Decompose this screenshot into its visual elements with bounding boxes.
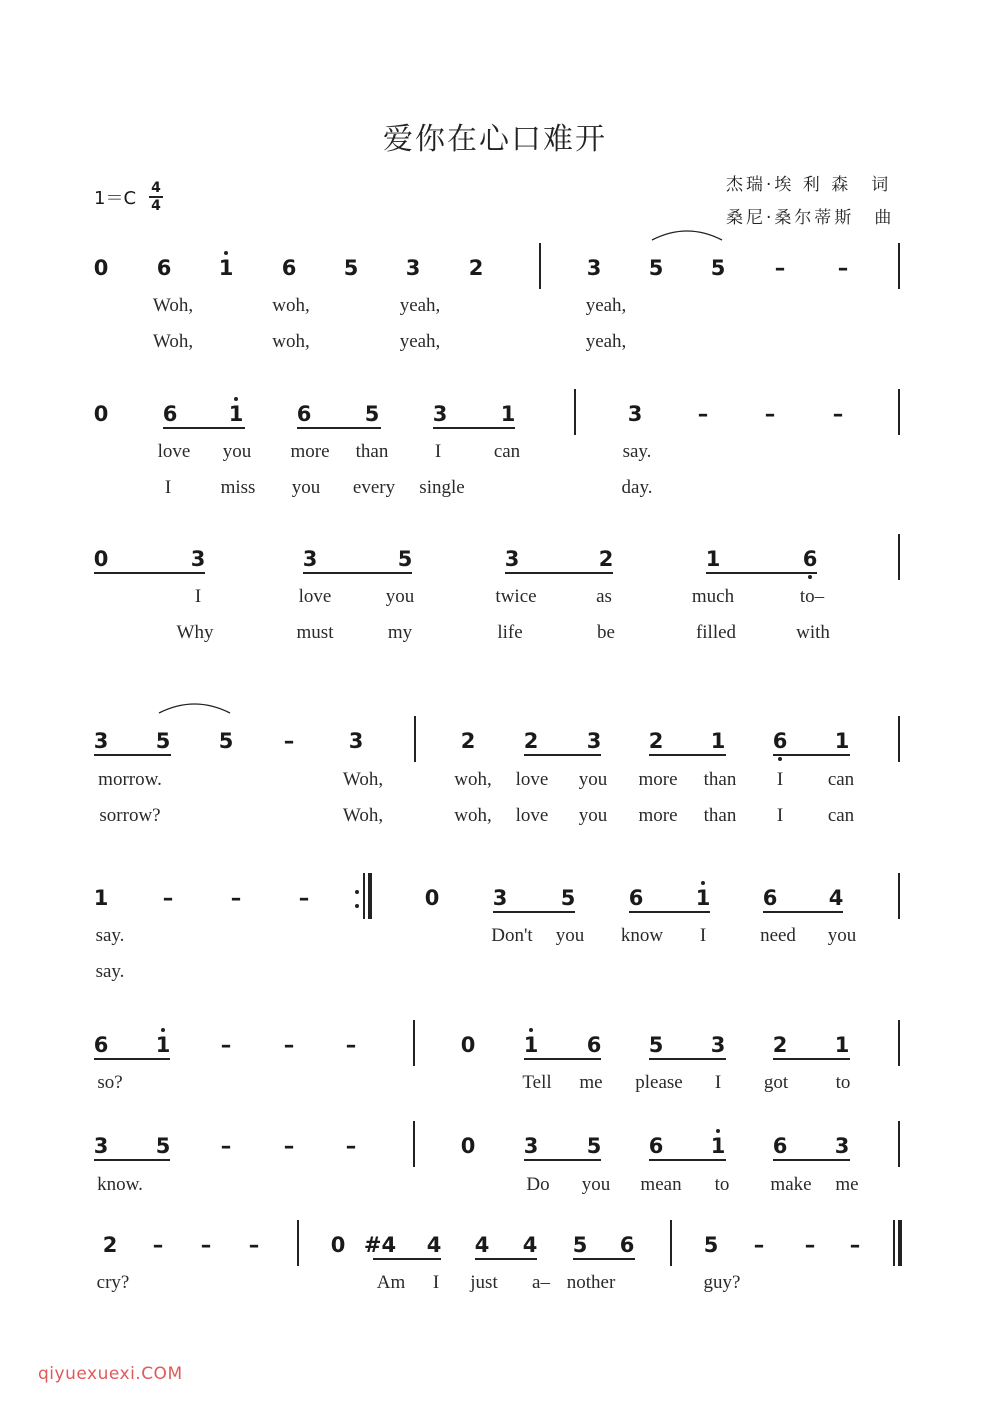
lyric-syllable: you bbox=[827, 925, 857, 946]
repeat-barline bbox=[363, 873, 365, 919]
note: #4 bbox=[363, 1233, 397, 1257]
lyric-syllable: as bbox=[596, 586, 612, 607]
beam-underline bbox=[94, 754, 171, 756]
note: 6 bbox=[281, 256, 297, 280]
lyric-syllable: guy? bbox=[703, 1272, 741, 1293]
lyric-syllable: sorrow? bbox=[99, 805, 161, 826]
final-barline bbox=[898, 1220, 902, 1266]
note: 1 bbox=[218, 256, 234, 280]
note: – bbox=[298, 886, 310, 910]
note: – bbox=[753, 1233, 765, 1257]
note: – bbox=[774, 256, 786, 280]
note: 5 bbox=[648, 256, 664, 280]
beam-underline bbox=[773, 1159, 850, 1161]
lyric-syllable: to bbox=[714, 1174, 730, 1195]
note: – bbox=[230, 886, 242, 910]
note: 6 bbox=[802, 547, 818, 571]
note: – bbox=[152, 1233, 164, 1257]
lyric-syllable: you bbox=[578, 805, 608, 826]
lyric-syllable: with bbox=[796, 622, 830, 643]
note: 6 bbox=[772, 1134, 788, 1158]
octave-dot-low bbox=[808, 575, 812, 579]
lyric-syllable: much bbox=[691, 586, 735, 607]
beam-underline bbox=[505, 572, 613, 574]
barline bbox=[670, 1220, 672, 1266]
lyric-syllable: Why bbox=[176, 622, 214, 643]
note: 5 bbox=[572, 1233, 588, 1257]
lyric-syllable: say. bbox=[95, 925, 125, 946]
note: 2 bbox=[460, 729, 476, 753]
barline bbox=[898, 1121, 900, 1167]
octave-dot-high bbox=[716, 1129, 720, 1133]
note: 1 bbox=[834, 1033, 850, 1057]
note: 6 bbox=[628, 886, 644, 910]
note: 0 bbox=[460, 1134, 476, 1158]
note: 6 bbox=[296, 402, 312, 426]
lyric-syllable: twice bbox=[495, 586, 537, 607]
barline bbox=[898, 873, 900, 919]
beam-underline bbox=[649, 1058, 726, 1060]
repeat-dot bbox=[355, 890, 359, 894]
note: – bbox=[804, 1233, 816, 1257]
note: 1 bbox=[228, 402, 244, 426]
lyric-syllable: filled bbox=[695, 622, 737, 643]
note: – bbox=[283, 1134, 295, 1158]
lyric-syllable: be bbox=[597, 622, 615, 643]
note: 3 bbox=[190, 547, 206, 571]
barline bbox=[413, 1020, 415, 1066]
note: – bbox=[837, 256, 849, 280]
lyric-syllable: love bbox=[515, 769, 549, 790]
note: – bbox=[220, 1134, 232, 1158]
song-title: 爱你在心口难开 bbox=[383, 122, 607, 157]
barline bbox=[898, 389, 900, 435]
note: 0 bbox=[424, 886, 440, 910]
barline bbox=[898, 1020, 900, 1066]
barline bbox=[539, 243, 541, 289]
note: 6 bbox=[619, 1233, 635, 1257]
note: 3 bbox=[586, 256, 602, 280]
note: – bbox=[345, 1033, 357, 1057]
lyric-syllable: you bbox=[578, 769, 608, 790]
note: 5 bbox=[710, 256, 726, 280]
note: 5 bbox=[155, 729, 171, 753]
octave-dot-high bbox=[701, 881, 705, 885]
note: 6 bbox=[762, 886, 778, 910]
note: 2 bbox=[523, 729, 539, 753]
lyric-syllable: say. bbox=[95, 961, 125, 982]
note: 3 bbox=[627, 402, 643, 426]
lyric-syllable: I bbox=[434, 441, 442, 462]
note: 3 bbox=[834, 1134, 850, 1158]
barline bbox=[574, 389, 576, 435]
lyric-syllable: to– bbox=[799, 586, 825, 607]
lyric-syllable: know. bbox=[97, 1174, 143, 1195]
note: 5 bbox=[560, 886, 576, 910]
lyric-syllable: can bbox=[827, 805, 855, 826]
note: 5 bbox=[343, 256, 359, 280]
note: 2 bbox=[772, 1033, 788, 1057]
lyric-syllable: yeah, bbox=[585, 331, 627, 352]
lyric-syllable: my bbox=[387, 622, 413, 643]
note: 3 bbox=[586, 729, 602, 753]
beam-underline bbox=[763, 911, 843, 913]
note: 1 bbox=[500, 402, 516, 426]
lyric-syllable: I bbox=[432, 1272, 440, 1293]
lyric-syllable: Woh, bbox=[342, 805, 384, 826]
note: 0 bbox=[93, 547, 109, 571]
beam-underline bbox=[373, 1258, 441, 1260]
lyric-syllable: day. bbox=[621, 477, 653, 498]
note: 6 bbox=[93, 1033, 109, 1057]
beam-underline bbox=[433, 427, 515, 429]
lyric-syllable: make bbox=[770, 1174, 812, 1195]
octave-dot-high bbox=[529, 1028, 533, 1032]
barline bbox=[898, 243, 900, 289]
barline bbox=[413, 1121, 415, 1167]
note: 5 bbox=[703, 1233, 719, 1257]
note: 4 bbox=[828, 886, 844, 910]
barline bbox=[414, 716, 416, 762]
lyric-syllable: single bbox=[419, 477, 465, 498]
barline bbox=[898, 534, 900, 580]
lyric-syllable: me bbox=[835, 1174, 859, 1195]
note: – bbox=[764, 402, 776, 426]
note: 3 bbox=[93, 1134, 109, 1158]
note: 3 bbox=[492, 886, 508, 910]
lyric-syllable: I bbox=[714, 1072, 722, 1093]
note: – bbox=[832, 402, 844, 426]
lyric-syllable: woh, bbox=[272, 295, 310, 316]
lyric-syllable: love bbox=[515, 805, 549, 826]
note: 2 bbox=[468, 256, 484, 280]
lyric-syllable: more bbox=[290, 441, 330, 462]
note: – bbox=[345, 1134, 357, 1158]
beam-underline bbox=[629, 911, 710, 913]
lyric-syllable: to bbox=[835, 1072, 851, 1093]
lyric-syllable: every bbox=[352, 477, 396, 498]
lyric-syllable: love bbox=[298, 586, 332, 607]
key-signature: 1＝C bbox=[94, 188, 137, 209]
note: 3 bbox=[523, 1134, 539, 1158]
lyric-syllable: than bbox=[355, 441, 389, 462]
beam-underline bbox=[524, 754, 601, 756]
beam-underline bbox=[773, 754, 850, 756]
lyric-syllable: can bbox=[493, 441, 521, 462]
note: – bbox=[200, 1233, 212, 1257]
lyric-syllable: I bbox=[164, 477, 172, 498]
octave-dot-high bbox=[161, 1028, 165, 1032]
lyric-syllable: Woh, bbox=[152, 295, 194, 316]
lyricist-credit: 杰瑞·埃 利 森 词 bbox=[726, 175, 892, 195]
note: 3 bbox=[432, 402, 448, 426]
lyric-syllable: I bbox=[776, 805, 784, 826]
note: – bbox=[162, 886, 174, 910]
beam-underline bbox=[94, 1058, 170, 1060]
repeat-dot bbox=[355, 904, 359, 908]
note: – bbox=[220, 1033, 232, 1057]
final-barline bbox=[893, 1220, 895, 1266]
lyric-syllable: Woh, bbox=[152, 331, 194, 352]
lyric-syllable: yeah, bbox=[399, 295, 441, 316]
repeat-barline bbox=[368, 873, 372, 919]
barline bbox=[898, 716, 900, 762]
lyric-syllable: Woh, bbox=[342, 769, 384, 790]
lyric-syllable: a– bbox=[532, 1272, 550, 1293]
lyric-syllable: woh, bbox=[454, 769, 492, 790]
octave-dot-high bbox=[234, 397, 238, 401]
lyric-syllable: yeah, bbox=[399, 331, 441, 352]
note: 0 bbox=[93, 256, 109, 280]
lyric-syllable: yeah, bbox=[585, 295, 627, 316]
note: 5 bbox=[586, 1134, 602, 1158]
note: 0 bbox=[93, 402, 109, 426]
note: 3 bbox=[302, 547, 318, 571]
beam-underline bbox=[573, 1258, 635, 1260]
note: 6 bbox=[586, 1033, 602, 1057]
note: 3 bbox=[348, 729, 364, 753]
note: 6 bbox=[162, 402, 178, 426]
octave-dot-high bbox=[224, 251, 228, 255]
lyric-syllable: I bbox=[194, 586, 202, 607]
barline bbox=[297, 1220, 299, 1266]
lyric-syllable: morrow. bbox=[98, 769, 162, 790]
lyric-syllable: mean bbox=[640, 1174, 682, 1195]
lyric-syllable: please bbox=[635, 1072, 683, 1093]
note: 1 bbox=[705, 547, 721, 571]
time-signature-top: 4 bbox=[151, 180, 161, 196]
lyric-syllable: me bbox=[579, 1072, 603, 1093]
beam-underline bbox=[524, 1058, 601, 1060]
octave-dot-low bbox=[778, 757, 782, 761]
lyric-syllable: so? bbox=[97, 1072, 123, 1093]
beam-underline bbox=[493, 911, 575, 913]
lyric-syllable: I bbox=[699, 925, 707, 946]
note: – bbox=[283, 1033, 295, 1057]
note: 1 bbox=[93, 886, 109, 910]
note: 0 bbox=[330, 1233, 346, 1257]
note: 3 bbox=[710, 1033, 726, 1057]
lyric-syllable: Tell bbox=[522, 1072, 552, 1093]
note: 5 bbox=[155, 1134, 171, 1158]
note: 2 bbox=[598, 547, 614, 571]
note: 5 bbox=[218, 729, 234, 753]
lyric-syllable: need bbox=[760, 925, 796, 946]
note: 4 bbox=[474, 1233, 490, 1257]
note: 0 bbox=[460, 1033, 476, 1057]
lyric-syllable: say. bbox=[622, 441, 652, 462]
lyric-syllable: Don't bbox=[491, 925, 533, 946]
note: 1 bbox=[523, 1033, 539, 1057]
lyric-syllable: you bbox=[555, 925, 585, 946]
note: 1 bbox=[710, 1134, 726, 1158]
beam-underline bbox=[94, 1159, 170, 1161]
note: 1 bbox=[695, 886, 711, 910]
note: – bbox=[697, 402, 709, 426]
beam-underline bbox=[303, 572, 412, 574]
lyric-syllable: woh, bbox=[272, 331, 310, 352]
note: 3 bbox=[93, 729, 109, 753]
lyric-syllable: than bbox=[703, 769, 737, 790]
beam-underline bbox=[475, 1258, 537, 1260]
beam-underline bbox=[649, 1159, 726, 1161]
note: 6 bbox=[648, 1134, 664, 1158]
lyric-syllable: you bbox=[222, 441, 252, 462]
lyric-syllable: you bbox=[291, 477, 321, 498]
lyric-syllable: nother bbox=[566, 1272, 616, 1293]
watermark: qiyuexuexi.COM bbox=[38, 1364, 183, 1384]
note: 6 bbox=[772, 729, 788, 753]
note: 3 bbox=[405, 256, 421, 280]
note: 3 bbox=[504, 547, 520, 571]
lyric-syllable: woh, bbox=[454, 805, 492, 826]
tie-slur bbox=[158, 699, 231, 715]
lyric-syllable: love bbox=[157, 441, 191, 462]
lyric-syllable: more bbox=[638, 769, 678, 790]
lyric-syllable: than bbox=[703, 805, 737, 826]
note: 1 bbox=[710, 729, 726, 753]
beam-underline bbox=[297, 427, 381, 429]
lyric-syllable: life bbox=[497, 622, 523, 643]
time-signature-bottom: 4 bbox=[151, 198, 161, 214]
lyric-syllable: must bbox=[296, 622, 334, 643]
lyric-syllable: you bbox=[385, 586, 415, 607]
beam-underline bbox=[649, 754, 726, 756]
lyric-syllable: you bbox=[581, 1174, 611, 1195]
note: – bbox=[283, 729, 295, 753]
note: 5 bbox=[364, 402, 380, 426]
note: 4 bbox=[522, 1233, 538, 1257]
lyric-syllable: I bbox=[776, 769, 784, 790]
lyric-syllable: can bbox=[827, 769, 855, 790]
beam-underline bbox=[773, 1058, 850, 1060]
composer-credit: 桑尼·桑尔蒂斯 曲 bbox=[726, 208, 895, 228]
tie-slur bbox=[651, 226, 723, 242]
lyric-syllable: just bbox=[470, 1272, 498, 1293]
note: 4 bbox=[426, 1233, 442, 1257]
note: 6 bbox=[156, 256, 172, 280]
note: 1 bbox=[155, 1033, 171, 1057]
note: – bbox=[248, 1233, 260, 1257]
note: 5 bbox=[397, 547, 413, 571]
lyric-syllable: cry? bbox=[96, 1272, 130, 1293]
beam-underline bbox=[524, 1159, 601, 1161]
note: – bbox=[849, 1233, 861, 1257]
note: 2 bbox=[648, 729, 664, 753]
beam-underline bbox=[94, 572, 205, 574]
note: 1 bbox=[834, 729, 850, 753]
lyric-syllable: know bbox=[620, 925, 664, 946]
beam-underline bbox=[163, 427, 245, 429]
lyric-syllable: Am bbox=[376, 1272, 406, 1293]
lyric-syllable: miss bbox=[220, 477, 256, 498]
lyric-syllable: more bbox=[638, 805, 678, 826]
note: 2 bbox=[102, 1233, 118, 1257]
beam-underline bbox=[706, 572, 817, 574]
lyric-syllable: Do bbox=[526, 1174, 550, 1195]
note: 5 bbox=[648, 1033, 664, 1057]
lyric-syllable: got bbox=[763, 1072, 789, 1093]
